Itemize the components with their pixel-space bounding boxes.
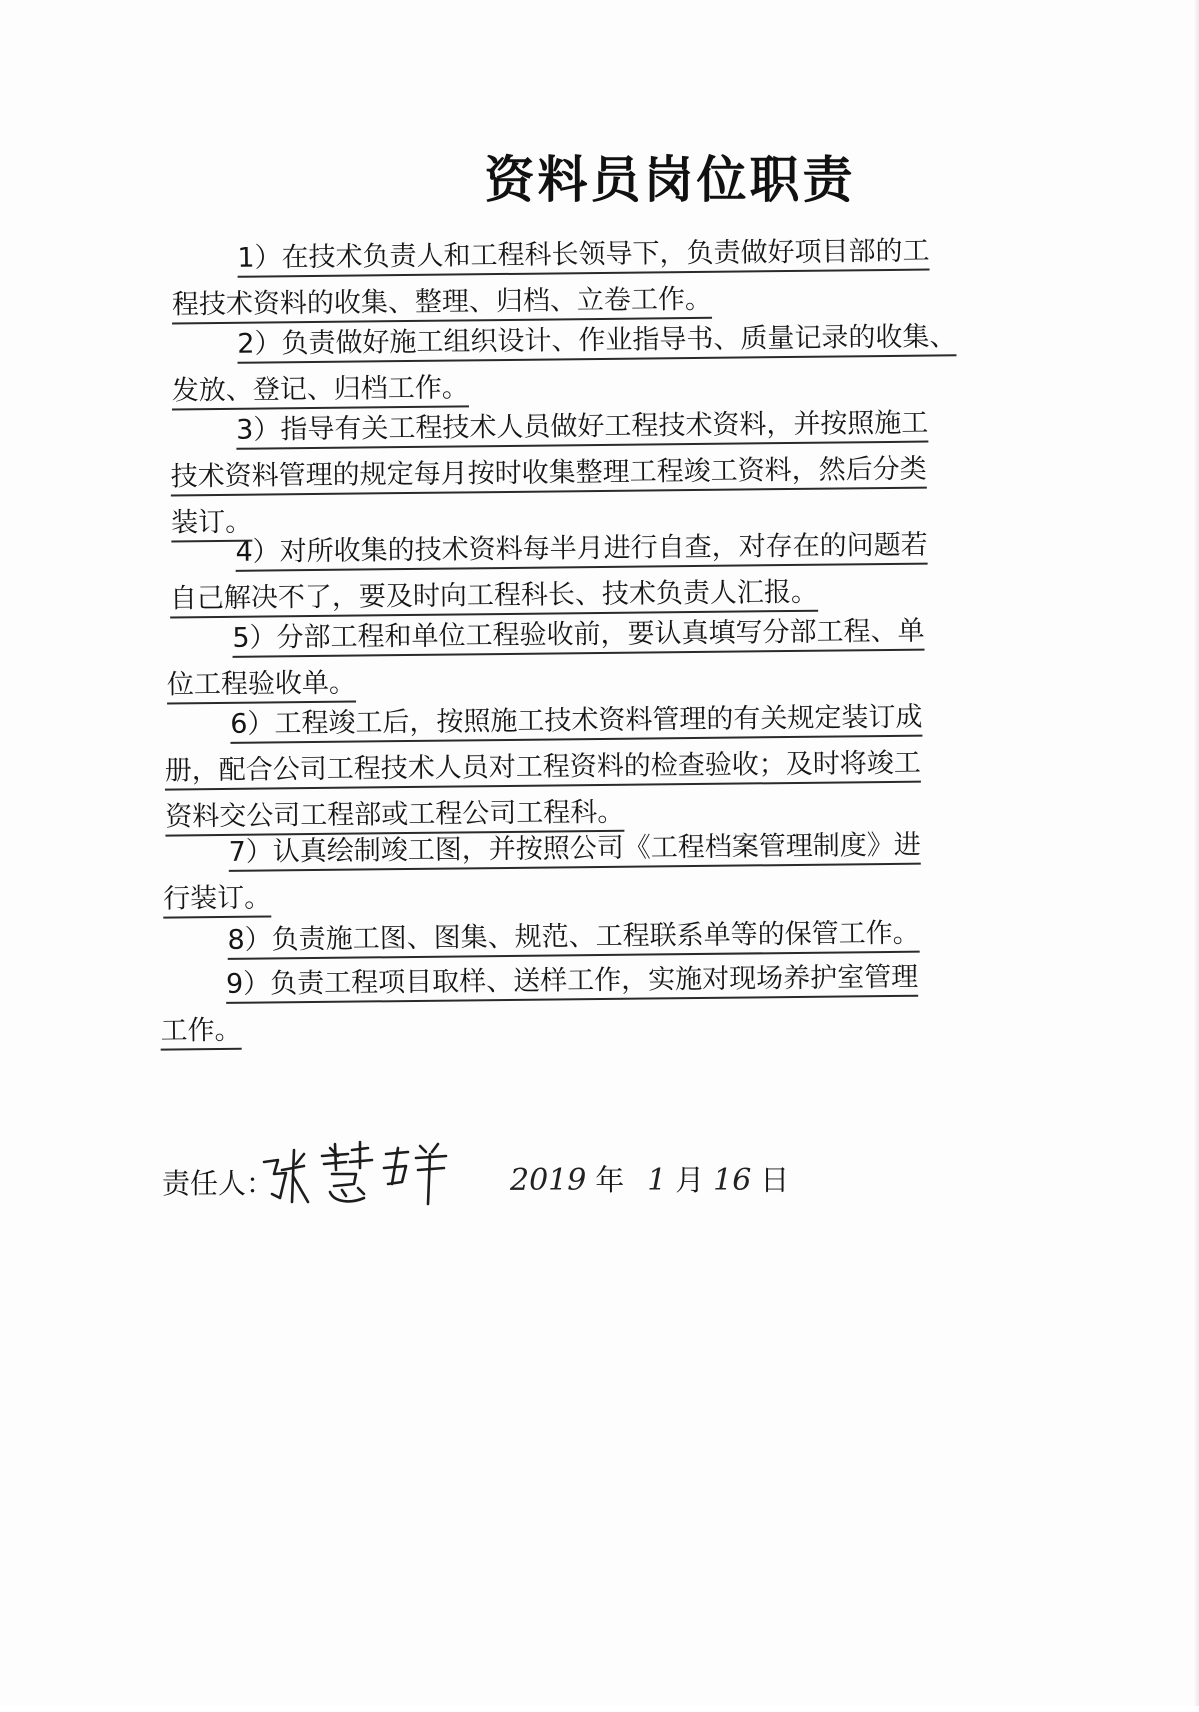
date-year: 2019 (510, 1163, 587, 1198)
item-line: 7）认真绘制竣工图，并按照公司《工程档案管理制度》进 (228, 830, 921, 872)
item-line: 工作。 (160, 1015, 241, 1051)
date-month: 1 (647, 1163, 667, 1198)
item-line: 8）负责施工图、图集、规范、工程联系单等的保管工作。 (227, 918, 920, 960)
date-month-unit: 月 (675, 1163, 705, 1197)
date-year-unit: 年 (595, 1163, 625, 1197)
item-line: 6）工程竣工后，按照施工技术资料管理的有关规定装订成 (230, 702, 923, 744)
item-line: 行装订。 (163, 882, 271, 918)
list-item (166, 609, 925, 709)
list-item (171, 314, 957, 414)
item-line: 自己解决不了，要及时向工程科长、技术负责人汇报。 (170, 577, 818, 619)
item-line: 资料交公司工程部或工程公司工程科。 (165, 797, 624, 837)
list-item (162, 823, 921, 923)
item-line: 册，配合公司工程技术人员对工程资料的检查验收；及时将竣工 (165, 748, 921, 791)
item-line: 位工程验收单。 (167, 668, 356, 705)
list-item (169, 523, 928, 623)
signature-block (160, 1148, 1060, 1228)
item-line: 5）分部工程和单位工程验收前，要认真填写分部工程、单 (232, 616, 925, 658)
item-line: 装订。 (171, 507, 252, 543)
item-line: 3）指导有关工程技术人员做好工程技术资料，并按照施工 (236, 408, 929, 450)
date-day-unit: 日 (760, 1163, 790, 1197)
date-day: 16 (713, 1163, 752, 1198)
list-item (160, 955, 919, 1055)
item-line: 4）对所收集的技术资料每半月进行自查，对存在的问题若 (235, 530, 928, 572)
handwritten-signature (260, 1140, 460, 1210)
list-item (164, 695, 924, 841)
item-line: 技术资料管理的规定每月按时收集整理工程竣工资料，然后分类 (171, 454, 927, 497)
item-line: 发放、登记、归档工作。 (172, 372, 469, 410)
item-line: 程技术资料的收集、整理、归档、立卷工作。 (172, 284, 712, 325)
item-line: 2）负责做好施工组织设计、作业指导书、质量记录的收集、 (237, 321, 957, 364)
item-line: 1）在技术负责人和工程科长领导下，负责做好项目部的工 (237, 236, 930, 278)
item-line: 9）负责工程项目取样、送样工作，实施对现场养护室管理 (226, 962, 919, 1004)
signing-date (510, 1158, 789, 1208)
responsible-person-label: 责任人： (162, 1167, 275, 1200)
list-item (171, 229, 930, 329)
page-title: 资料员岗位职责 (484, 151, 856, 209)
